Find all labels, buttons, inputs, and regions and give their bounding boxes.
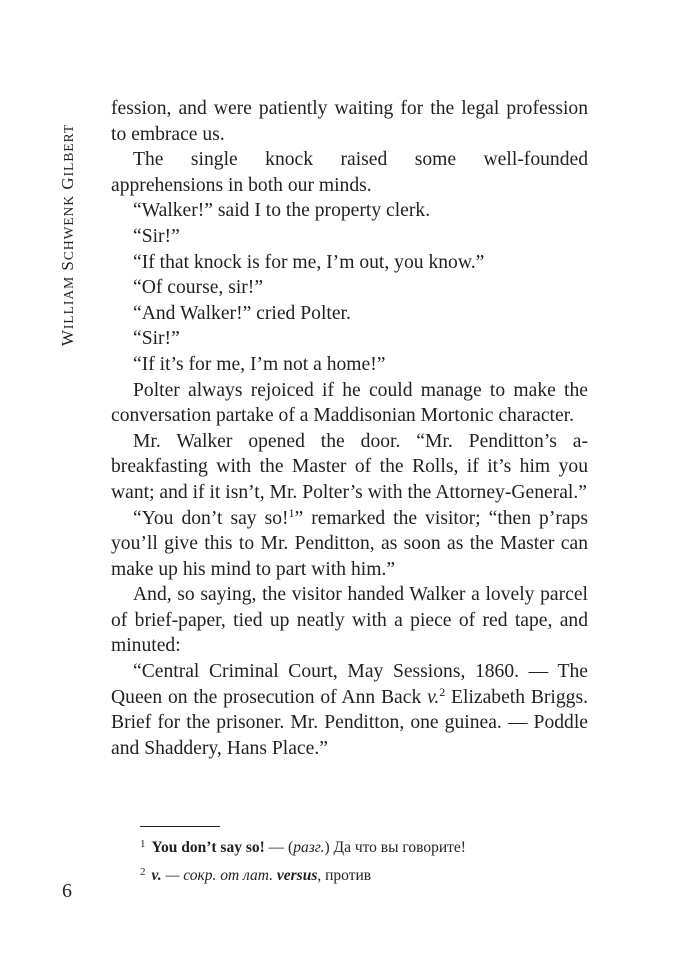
paragraph: “And Walker!” cried Polter. <box>133 302 351 324</box>
paragraph: “You don’t say so!$^1$” remarked the visitor; “then p’raps you’ll give this to Mr. Penditton, as soon as the Master can make up his mind to part with him.” <box>111 505 589 580</box>
paragraph: “Sir!” <box>133 328 180 350</box>
paragraph: And, so saying, the visitor handed Walker a lovely parcel of brief-paper, tied up neatly with a piece of red tape, and minuted: <box>111 584 588 657</box>
paragraph: “Walker!” said I to the property clerk. <box>133 200 431 222</box>
footnote-rule <box>140 826 220 827</box>
footnote-ref: 2 <box>439 684 446 699</box>
paragraph: Polter always rejoiced if he could manage to make the conversation partake of a Maddisonian Mortonic character. <box>111 379 588 427</box>
footnote-ref: 1 <box>288 505 295 520</box>
paragraph: Mr. Walker opened the door. “Mr. Penditton’s a-breakfasting with the Master of the Rolls, if it’s him you want; and if it isn’t, Mr. Polter’s with the Attorney-General.” <box>111 430 588 503</box>
body-text <box>111 96 588 761</box>
paragraph: “If that knock is for me, I’m out, you know.” <box>133 251 485 273</box>
footnotes <box>140 832 590 888</box>
paragraph: “Central Criminal Court, May Sessions, 1860. — The Queen on the prosecution of Ann Back v.$^2$ Elizabeth Briggs. Brief for the prisoner. Mr. Penditton, one guinea. — Poddle and Shaddery, Hans Place.” <box>111 661 588 759</box>
paragraph: fession, and were patiently waiting for the legal profession to embrace us. <box>111 98 588 145</box>
paragraph: “If it’s for me, I’m not a home!” <box>133 353 386 375</box>
footnote: $^2$ v. — сокр. от лат. versus, против <box>140 866 372 884</box>
page-number: 6 <box>62 880 72 902</box>
paragraph: “Of course, sir!” <box>133 277 264 299</box>
paragraph: The single knock raised some well-founded apprehensions in both our minds. <box>111 149 588 196</box>
running-head: WILLIAM SCHWENK GILBERT <box>58 123 77 347</box>
footnote: $^1$ You don’t say so! — (разг.) Да что вы говорите! <box>140 838 466 856</box>
paragraph: “Sir!” <box>133 225 180 247</box>
